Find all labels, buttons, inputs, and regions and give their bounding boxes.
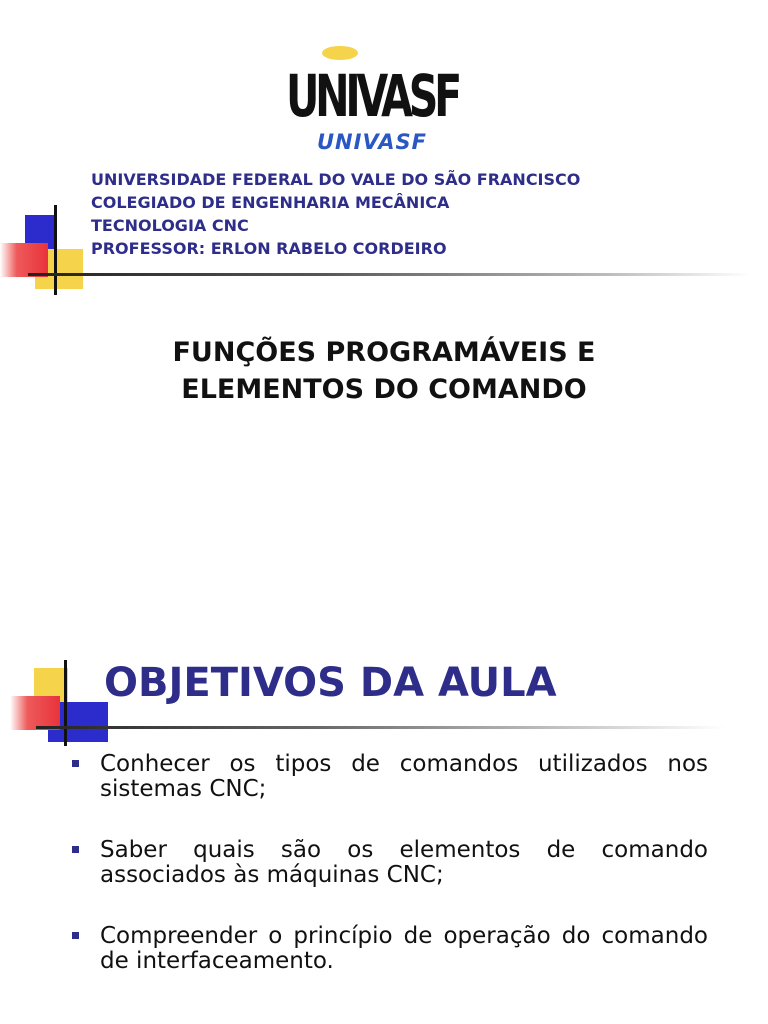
bullet-square-icon [72, 760, 79, 767]
list-item-text: Conhecer os tipos de comandos utilizados nos sistemas CNC; [100, 751, 708, 802]
univasf-logo [282, 44, 462, 154]
list-item-text: Saber quais são os elementos de comando associados às máquinas CNC; [100, 837, 708, 888]
univasf-wordmark: UNIVASF [317, 130, 427, 154]
header-divider [28, 273, 750, 276]
bullet-square-icon [72, 932, 79, 939]
institution-info [91, 168, 580, 260]
title-divider [36, 726, 726, 729]
department-name: COLEGIADO DE ENGENHARIA MECÂNICA [91, 193, 450, 212]
svg-text:UNIVASF: UNIVASF [286, 62, 459, 130]
list-item-text: Compreender o princípio de operação do comando de interfaceamento. [100, 923, 708, 974]
objectives-list [72, 752, 708, 1010]
course-name: TECNOLOGIA CNC [91, 216, 249, 235]
list-item [72, 752, 708, 802]
corner-decoration [8, 660, 118, 750]
title-line-2: ELEMENTOS DO COMANDO [181, 374, 587, 405]
title-line-1: FUNÇÕES PROGRAMÁVEIS E [172, 337, 596, 368]
corner-decoration [0, 205, 100, 295]
univasf-logo-mark [282, 44, 462, 134]
professor-name: PROFESSOR: ERLON RABELO CORDEIRO [91, 239, 447, 258]
list-item [72, 924, 708, 974]
bullet-square-icon [72, 846, 79, 853]
objectives-slide [0, 512, 768, 1024]
slide-heading: OBJETIVOS DA AULA [104, 660, 557, 706]
university-name: UNIVERSIDADE FEDERAL DO VALE DO SÃO FRANCISCO [91, 170, 581, 189]
list-item [72, 838, 708, 888]
presentation-title [0, 334, 768, 408]
